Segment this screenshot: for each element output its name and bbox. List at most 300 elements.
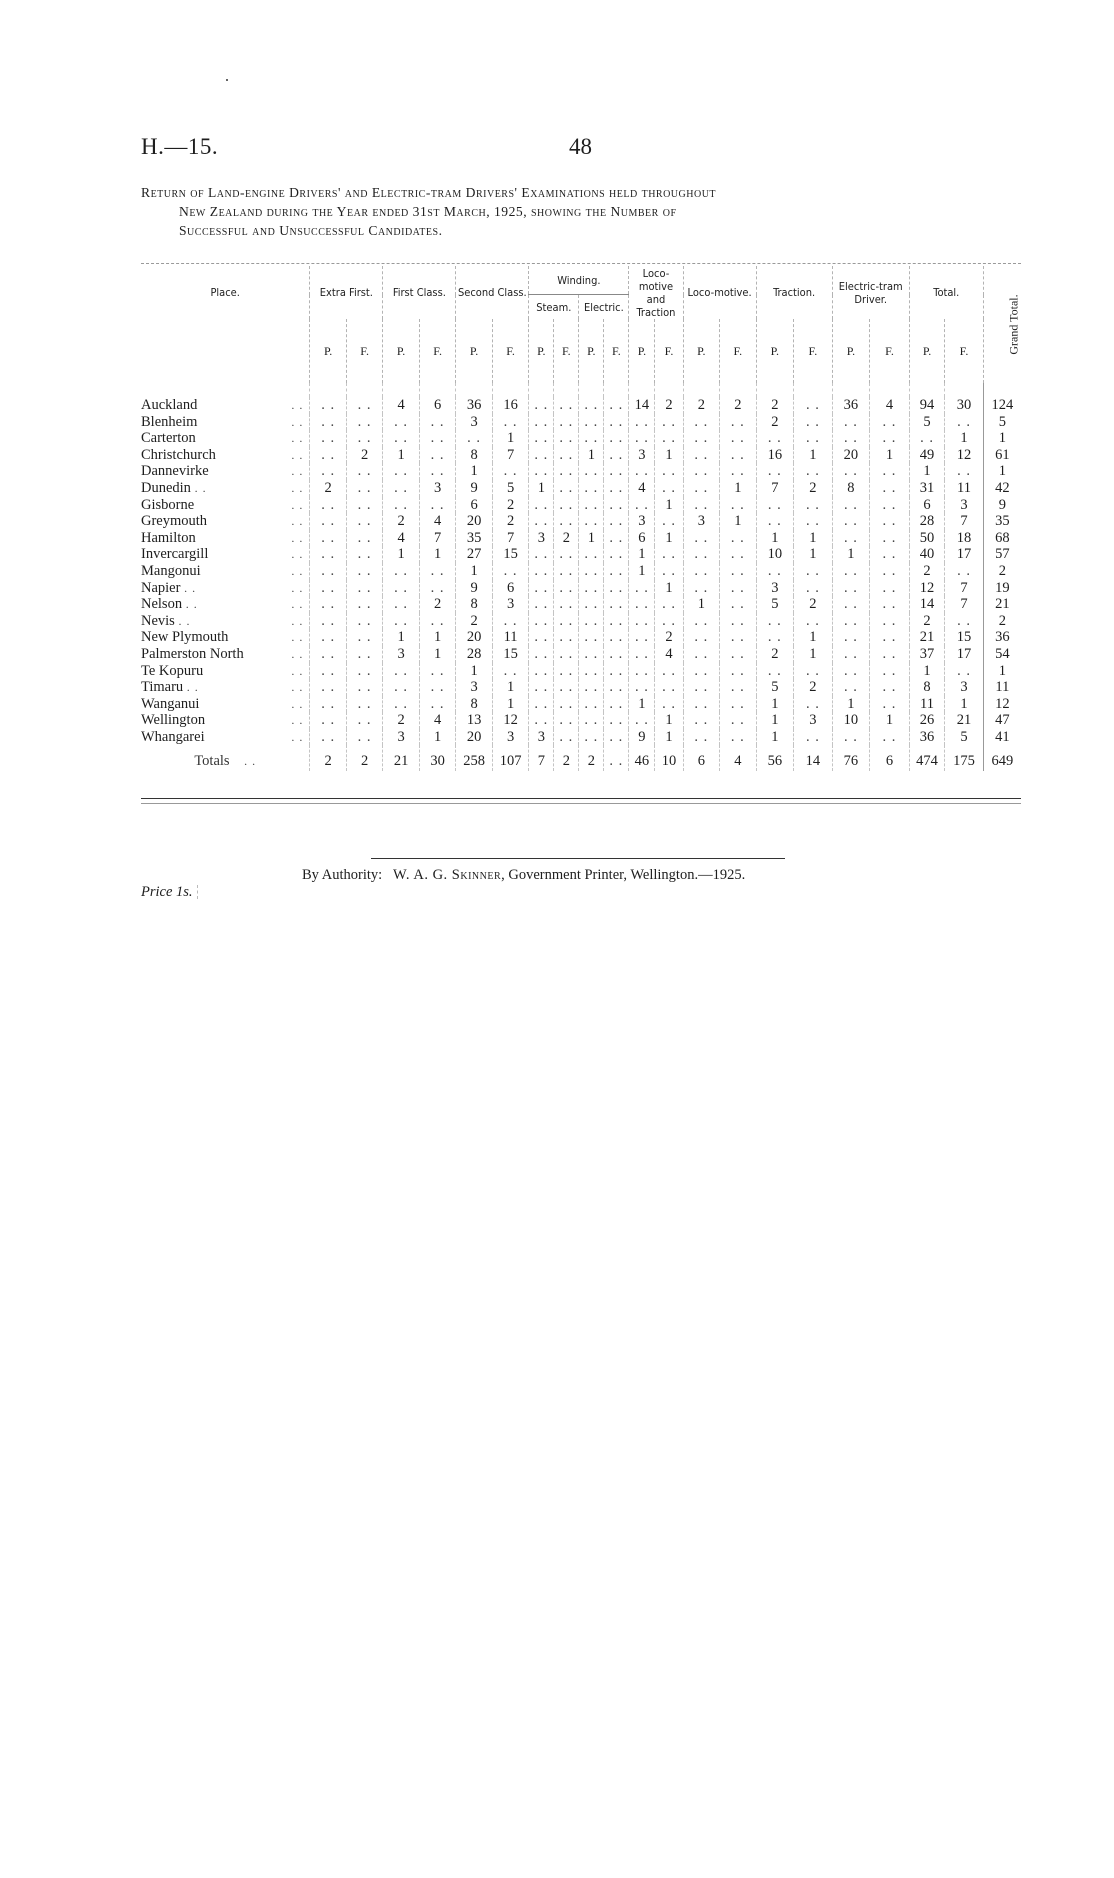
- blank-cell: . .: [383, 679, 419, 696]
- blank-cell: . .: [683, 646, 719, 663]
- spacer-cell: [945, 383, 984, 397]
- count-cell: 1: [419, 646, 456, 663]
- document-reference: H.—15.: [141, 134, 219, 159]
- count-cell: 8: [456, 696, 492, 713]
- blank-cell: . .: [683, 696, 719, 713]
- count-cell: 1: [456, 563, 492, 580]
- grand-total-cell: 47: [983, 712, 1021, 729]
- count-cell: 14: [909, 596, 944, 613]
- blank-cell: . .: [310, 546, 346, 563]
- blank-cell: . .: [346, 563, 382, 580]
- count-cell: 1: [655, 729, 683, 746]
- count-cell: 21: [909, 629, 944, 646]
- blank-cell: . .: [346, 696, 382, 713]
- blank-cell: . .: [346, 546, 382, 563]
- failed-column-header: F.: [492, 319, 528, 383]
- grand-total-cell: 649: [983, 745, 1021, 771]
- count-cell: 26: [909, 712, 944, 729]
- blank-cell: . .: [832, 414, 870, 431]
- table-bottom-rule: [141, 798, 1021, 799]
- blank-cell: . .: [529, 513, 554, 530]
- place-name: [141, 414, 310, 431]
- blank-cell: . .: [529, 430, 554, 447]
- printer-name: W. A. G. Skinner: [393, 867, 502, 883]
- blank-cell: . .: [870, 696, 910, 713]
- blank-cell: . .: [629, 596, 655, 613]
- count-cell: 1: [756, 696, 794, 713]
- count-cell: 2: [383, 513, 419, 530]
- count-cell: 10: [756, 546, 794, 563]
- blank-cell: . .: [683, 663, 719, 680]
- blank-cell: . .: [794, 497, 833, 514]
- blank-cell: . .: [554, 580, 579, 597]
- blank-cell: . .: [310, 696, 346, 713]
- blank-cell: . .: [756, 563, 794, 580]
- blank-cell: . .: [870, 480, 910, 497]
- blank-cell: . .: [720, 546, 756, 563]
- count-cell: 1: [794, 546, 833, 563]
- grand-total-header: [983, 266, 1021, 383]
- place-name: [141, 447, 310, 464]
- blank-cell: . .: [310, 712, 346, 729]
- blank-cell: . .: [945, 663, 984, 680]
- blank-cell: . .: [683, 530, 719, 547]
- count-cell: 2: [794, 679, 833, 696]
- place-text: Mangonui: [141, 562, 201, 579]
- blank-cell: . .: [554, 414, 579, 431]
- table-row: [141, 447, 1021, 464]
- count-cell: 7: [492, 530, 528, 547]
- blank-cell: . .: [720, 729, 756, 746]
- winding-steam-header: Steam.: [529, 295, 579, 320]
- spacer-cell: [141, 383, 310, 397]
- inline-leader: . .: [178, 613, 191, 628]
- count-cell: 1: [683, 596, 719, 613]
- blank-cell: . .: [529, 679, 554, 696]
- place-text: Invercargill: [141, 546, 209, 563]
- count-cell: 2: [310, 480, 346, 497]
- count-cell: 21: [383, 745, 419, 771]
- blank-cell: . .: [529, 629, 554, 646]
- passed-column-header: P.: [629, 319, 655, 383]
- blank-cell: . .: [310, 563, 346, 580]
- count-cell: 3: [492, 596, 528, 613]
- count-cell: 6: [629, 530, 655, 547]
- blank-cell: . .: [492, 613, 528, 630]
- count-cell: 1: [383, 629, 419, 646]
- count-cell: 2: [492, 497, 528, 514]
- place-text: New Plymouth: [141, 629, 229, 646]
- blank-cell: . .: [579, 430, 604, 447]
- count-cell: 7: [492, 447, 528, 464]
- dot-leader: . .: [291, 729, 304, 744]
- count-cell: 4: [870, 397, 910, 414]
- count-cell: 7: [756, 480, 794, 497]
- blank-cell: . .: [346, 629, 382, 646]
- blank-cell: . .: [529, 447, 554, 464]
- blank-cell: . .: [756, 663, 794, 680]
- blank-cell: . .: [310, 679, 346, 696]
- blank-cell: . .: [720, 580, 756, 597]
- count-cell: 11: [945, 480, 984, 497]
- count-cell: 3: [794, 712, 833, 729]
- blank-cell: . .: [604, 745, 629, 771]
- blank-cell: . .: [346, 414, 382, 431]
- count-cell: 1: [419, 546, 456, 563]
- inline-leader: . .: [185, 597, 198, 612]
- blank-cell: . .: [832, 646, 870, 663]
- blank-cell: . .: [909, 430, 944, 447]
- spacer-cell: [310, 383, 346, 397]
- blank-cell: . .: [655, 613, 683, 630]
- count-cell: 9: [629, 729, 655, 746]
- blank-cell: . .: [419, 696, 456, 713]
- dot-leader: . .: [291, 580, 304, 595]
- winding-header: Winding.: [529, 266, 629, 295]
- blank-cell: . .: [419, 663, 456, 680]
- count-cell: 36: [456, 397, 492, 414]
- blank-cell: . .: [683, 414, 719, 431]
- count-cell: 20: [832, 447, 870, 464]
- grand-total-cell: 41: [983, 729, 1021, 746]
- blank-cell: . .: [683, 463, 719, 480]
- count-cell: 1: [579, 530, 604, 547]
- place-name: [141, 596, 310, 613]
- count-cell: 1: [756, 712, 794, 729]
- blank-cell: . .: [346, 463, 382, 480]
- blank-cell: . .: [419, 447, 456, 464]
- count-cell: 20: [456, 729, 492, 746]
- table-row: [141, 480, 1021, 497]
- table-row: [141, 463, 1021, 480]
- blank-cell: . .: [383, 480, 419, 497]
- place-text: Timaru: [141, 679, 184, 696]
- count-cell: 2: [909, 563, 944, 580]
- title-line-3: Successful and Unsuccessful Candidates.: [179, 223, 443, 238]
- blank-cell: . .: [756, 463, 794, 480]
- blank-cell: . .: [554, 546, 579, 563]
- blank-cell: . .: [945, 414, 984, 431]
- dot-leader: . .: [291, 713, 304, 728]
- blank-cell: . .: [579, 463, 604, 480]
- table-body: [141, 383, 1021, 771]
- dot-leader: . .: [291, 398, 304, 412]
- blank-cell: . .: [579, 629, 604, 646]
- failed-column-header: F.: [346, 319, 382, 383]
- dot-leader: . .: [291, 480, 304, 495]
- count-cell: 1: [756, 729, 794, 746]
- count-cell: 2: [794, 596, 833, 613]
- count-cell: 1: [945, 430, 984, 447]
- blank-cell: . .: [794, 563, 833, 580]
- blank-cell: . .: [604, 530, 629, 547]
- blank-cell: . .: [529, 563, 554, 580]
- blank-cell: . .: [492, 563, 528, 580]
- failed-column-header: F.: [720, 319, 756, 383]
- table-row: [141, 729, 1021, 746]
- blank-cell: . .: [756, 497, 794, 514]
- place-name: [141, 546, 310, 563]
- blank-cell: . .: [529, 646, 554, 663]
- count-cell: 1: [383, 546, 419, 563]
- blank-cell: . .: [579, 663, 604, 680]
- blank-cell: . .: [683, 480, 719, 497]
- count-cell: 3: [945, 497, 984, 514]
- dot-leader: . .: [244, 754, 257, 769]
- blank-cell: . .: [346, 646, 382, 663]
- count-cell: 6: [909, 497, 944, 514]
- blank-cell: . .: [579, 712, 604, 729]
- count-cell: 1: [456, 463, 492, 480]
- count-cell: 2: [756, 397, 794, 414]
- failed-column-header: F.: [655, 319, 683, 383]
- blank-cell: . .: [604, 712, 629, 729]
- passed-column-header: P.: [832, 319, 870, 383]
- table-row: [141, 663, 1021, 680]
- spacer-cell: [870, 383, 910, 397]
- spacer-cell: [655, 383, 683, 397]
- blank-cell: . .: [655, 563, 683, 580]
- count-cell: 3: [629, 447, 655, 464]
- count-cell: 474: [909, 745, 944, 771]
- dot-leader: . .: [291, 680, 304, 695]
- blank-cell: . .: [832, 530, 870, 547]
- dot-leader: . .: [291, 497, 304, 512]
- passed-column-header: P.: [909, 319, 944, 383]
- place-name: [141, 729, 310, 746]
- blank-cell: . .: [720, 414, 756, 431]
- count-cell: 7: [945, 580, 984, 597]
- table-row: [141, 397, 1021, 414]
- blank-cell: . .: [604, 463, 629, 480]
- grand-total-cell: 57: [983, 546, 1021, 563]
- blank-cell: . .: [629, 580, 655, 597]
- count-cell: 8: [909, 679, 944, 696]
- count-cell: 11: [492, 629, 528, 646]
- blank-cell: . .: [310, 397, 346, 414]
- blank-cell: . .: [683, 712, 719, 729]
- inline-leader: . .: [186, 680, 199, 695]
- blank-cell: . .: [683, 497, 719, 514]
- place-text: Gisborne: [141, 496, 195, 513]
- grand-total-cell: 35: [983, 513, 1021, 530]
- blank-cell: . .: [604, 430, 629, 447]
- count-cell: 1: [945, 696, 984, 713]
- blank-cell: . .: [579, 480, 604, 497]
- failed-column-header: F.: [945, 319, 984, 383]
- count-cell: 17: [945, 546, 984, 563]
- blank-cell: . .: [554, 480, 579, 497]
- blank-cell: . .: [683, 580, 719, 597]
- blank-cell: . .: [683, 447, 719, 464]
- spacer-cell: [492, 383, 528, 397]
- blank-cell: . .: [579, 729, 604, 746]
- table-row: [141, 629, 1021, 646]
- grand-total-cell: 54: [983, 646, 1021, 663]
- count-cell: 1: [655, 497, 683, 514]
- blank-cell: . .: [554, 497, 579, 514]
- blank-cell: . .: [870, 513, 910, 530]
- passed-column-header: P.: [383, 319, 419, 383]
- blank-cell: . .: [554, 447, 579, 464]
- blank-cell: . .: [870, 530, 910, 547]
- blank-cell: . .: [310, 580, 346, 597]
- locomotive-traction-header: Loco-motive and Traction: [629, 266, 683, 319]
- winding-electric-header: Electric.: [579, 295, 629, 320]
- count-cell: 1: [870, 447, 910, 464]
- count-cell: 5: [756, 679, 794, 696]
- count-cell: 3: [529, 729, 554, 746]
- count-cell: 20: [456, 629, 492, 646]
- count-cell: 3: [456, 679, 492, 696]
- place-name: [141, 629, 310, 646]
- blank-cell: . .: [346, 397, 382, 414]
- passed-column-header: P.: [529, 319, 554, 383]
- spacer-cell: [579, 383, 604, 397]
- blank-cell: . .: [529, 397, 554, 414]
- first-class-header: First Class.: [383, 266, 456, 319]
- blank-cell: . .: [604, 679, 629, 696]
- place-name: [141, 679, 310, 696]
- count-cell: 1: [492, 430, 528, 447]
- table-row: [141, 430, 1021, 447]
- count-cell: 21: [945, 712, 984, 729]
- blank-cell: . .: [683, 679, 719, 696]
- blank-cell: . .: [604, 580, 629, 597]
- count-cell: 2: [756, 646, 794, 663]
- price: Price 1s.: [141, 884, 193, 900]
- blank-cell: . .: [794, 463, 833, 480]
- count-cell: 35: [456, 530, 492, 547]
- spacer-cell: [629, 383, 655, 397]
- dot-leader: . .: [291, 613, 304, 628]
- count-cell: 4: [655, 646, 683, 663]
- place-text: Nevis: [141, 612, 175, 629]
- place-text: Napier: [141, 579, 181, 596]
- blank-cell: . .: [383, 696, 419, 713]
- blank-cell: . .: [655, 463, 683, 480]
- blank-cell: . .: [720, 530, 756, 547]
- dot-leader: . .: [291, 514, 304, 529]
- count-cell: 3: [419, 480, 456, 497]
- blank-cell: . .: [720, 613, 756, 630]
- table-row: [141, 513, 1021, 530]
- blank-cell: . .: [832, 663, 870, 680]
- grand-total-cell: 1: [983, 663, 1021, 680]
- place-name: [141, 480, 310, 497]
- count-cell: 1: [655, 712, 683, 729]
- dot-leader: . .: [291, 563, 304, 578]
- count-cell: 3: [383, 646, 419, 663]
- table-spacer-row: [141, 383, 1021, 397]
- count-cell: 6: [492, 580, 528, 597]
- blank-cell: . .: [383, 414, 419, 431]
- blank-cell: . .: [720, 463, 756, 480]
- electric-tram-header: Electric-tram Driver.: [832, 266, 909, 319]
- place-name: [141, 497, 310, 514]
- count-cell: 2: [756, 414, 794, 431]
- blank-cell: . .: [346, 613, 382, 630]
- blank-cell: . .: [419, 414, 456, 431]
- blank-cell: . .: [529, 596, 554, 613]
- place-text: Blenheim: [141, 413, 198, 430]
- blank-cell: . .: [529, 497, 554, 514]
- blank-cell: . .: [383, 613, 419, 630]
- count-cell: 3: [456, 414, 492, 431]
- count-cell: 1: [629, 696, 655, 713]
- count-cell: 2: [794, 480, 833, 497]
- count-cell: 2: [655, 397, 683, 414]
- blank-cell: . .: [310, 629, 346, 646]
- count-cell: 1: [492, 679, 528, 696]
- blank-cell: . .: [945, 613, 984, 630]
- totals-row: [141, 745, 1021, 771]
- blank-cell: . .: [870, 414, 910, 431]
- blank-cell: . .: [604, 513, 629, 530]
- count-cell: 28: [909, 513, 944, 530]
- blank-cell: . .: [720, 497, 756, 514]
- blank-cell: . .: [629, 414, 655, 431]
- price-mark: [197, 885, 198, 899]
- blank-cell: . .: [720, 646, 756, 663]
- blank-cell: . .: [629, 663, 655, 680]
- blank-cell: . .: [310, 646, 346, 663]
- blank-cell: . .: [870, 497, 910, 514]
- blank-cell: . .: [604, 447, 629, 464]
- count-cell: 2: [456, 613, 492, 630]
- grand-total-cell: 61: [983, 447, 1021, 464]
- dot-leader: . .: [291, 414, 304, 429]
- count-cell: 107: [492, 745, 528, 771]
- failed-column-header: F.: [794, 319, 833, 383]
- place-name: [141, 563, 310, 580]
- blank-cell: . .: [683, 629, 719, 646]
- count-cell: 13: [456, 712, 492, 729]
- blank-cell: . .: [655, 546, 683, 563]
- count-cell: 94: [909, 397, 944, 414]
- count-cell: 2: [579, 745, 604, 771]
- count-cell: 10: [832, 712, 870, 729]
- count-cell: 1: [832, 696, 870, 713]
- blank-cell: . .: [554, 679, 579, 696]
- table-row: [141, 646, 1021, 663]
- pass-fail-header-row: [141, 319, 1021, 383]
- blank-cell: . .: [419, 613, 456, 630]
- blank-cell: . .: [346, 596, 382, 613]
- authority-suffix: , Government Printer, Wellington.—1925.: [501, 867, 746, 883]
- dot-leader: . .: [291, 447, 304, 462]
- count-cell: 10: [655, 745, 683, 771]
- dot-leader: . .: [291, 431, 304, 446]
- place-name: [141, 613, 310, 630]
- blank-cell: . .: [554, 696, 579, 713]
- count-cell: 2: [346, 447, 382, 464]
- count-cell: 56: [756, 745, 794, 771]
- printer-imprint: [302, 867, 745, 884]
- inline-leader: . .: [194, 480, 207, 495]
- count-cell: 7: [945, 513, 984, 530]
- table-row: [141, 679, 1021, 696]
- table-row: [141, 530, 1021, 547]
- passed-column-header: P.: [756, 319, 794, 383]
- count-cell: 2: [554, 745, 579, 771]
- blank-cell: . .: [554, 596, 579, 613]
- count-cell: 1: [720, 513, 756, 530]
- blank-cell: . .: [720, 563, 756, 580]
- blank-cell: . .: [346, 663, 382, 680]
- count-cell: 1: [794, 629, 833, 646]
- count-cell: 1: [909, 463, 944, 480]
